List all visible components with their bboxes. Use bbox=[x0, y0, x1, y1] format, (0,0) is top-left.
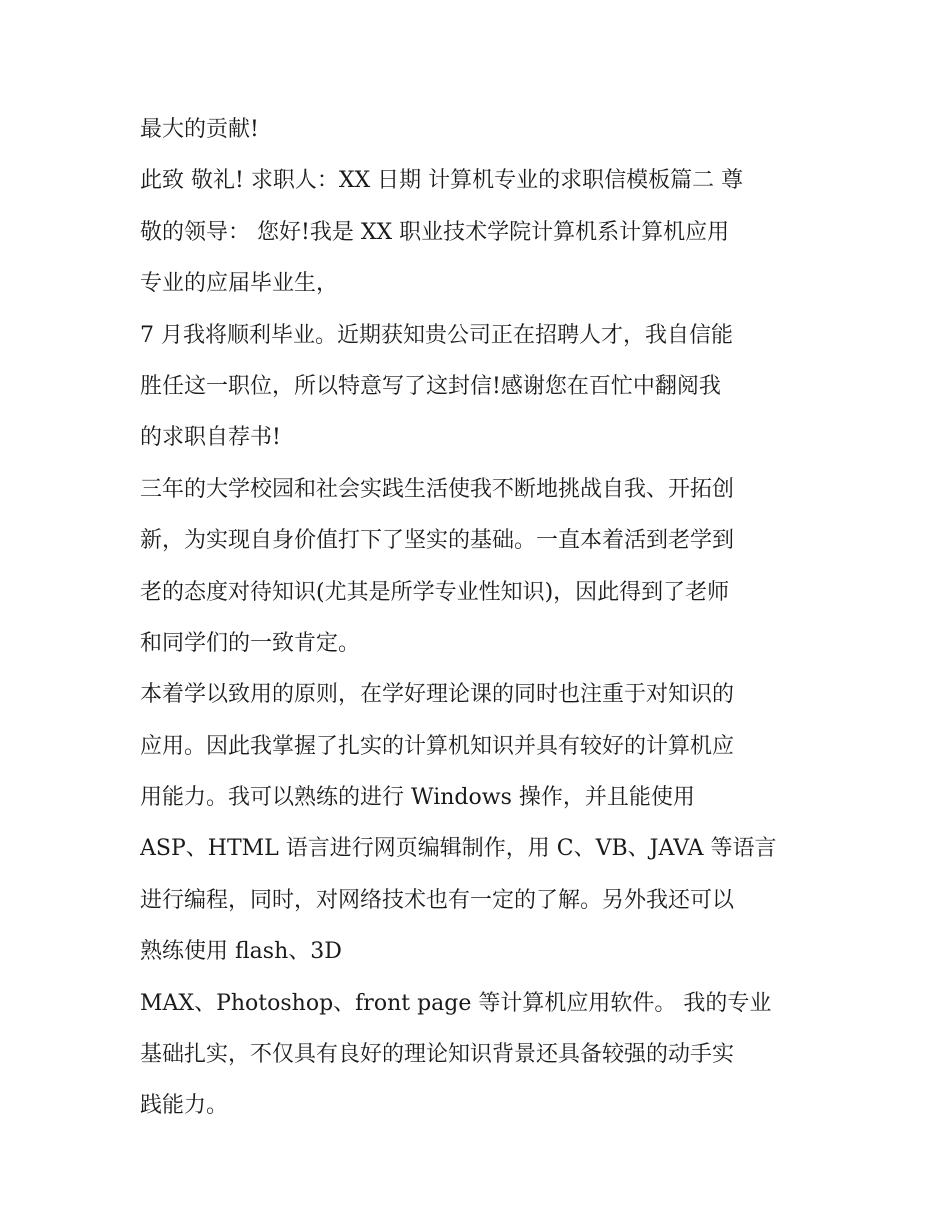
text-line-20: 践能力。 bbox=[140, 1093, 229, 1119]
text-line-7: 的求职自荐书! bbox=[140, 425, 281, 451]
text-line-10: 老的态度对待知识(尤其是所学专业性知识)，因此得到了老师 bbox=[140, 579, 730, 605]
text-line-15: ASP、HTML 语言进行网页编辑制作，用 C、VB、JAVA 等语言 bbox=[140, 836, 777, 862]
text-line-3: 敬的领导： 您好!我是 XX 职业技术学院计算机系计算机应用 bbox=[140, 219, 730, 245]
text-line-8: 三年的大学校园和社会实践生活使我不断地挑战自我、开拓创 bbox=[140, 476, 735, 502]
text-line-6: 胜任这一职位，所以特意写了这封信!感谢您在百忙中翻阅我 bbox=[140, 373, 721, 399]
text-line-13: 应用。因此我掌握了扎实的计算机知识并具有较好的计算机应 bbox=[140, 733, 735, 759]
text-line-11: 和同学们的一致肯定。 bbox=[140, 630, 361, 656]
text-line-9: 新，为实现自身价值打下了坚实的基础。一直本着活到老学到 bbox=[140, 528, 735, 554]
text-line-1: 最大的贡献! bbox=[140, 117, 259, 142]
document-body bbox=[140, 104, 820, 1132]
text-line-17: 熟练使用 flash、3D bbox=[140, 939, 342, 965]
text-line-18: MAX、Photoshop、front page 等计算机应用软件。 我的专业 bbox=[140, 990, 772, 1016]
text-line-19: 基础扎实，不仅具有良好的理论知识背景还具备较强的动手实 bbox=[140, 1042, 735, 1068]
text-line-14: 用能力。我可以熟练的进行 Windows 操作，并且能使用 bbox=[140, 785, 695, 811]
text-line-2: 此致 敬礼! 求职人：XX 日期 计算机专业的求职信模板篇二 尊 bbox=[140, 168, 744, 194]
text-line-4: 专业的应届毕业生， bbox=[140, 271, 339, 297]
text-line-5: 7 月我将顺利毕业。近期获知贵公司正在招聘人才，我自信能 bbox=[140, 322, 733, 348]
text-line-12: 本着学以致用的原则，在学好理论课的同时也注重于对知识的 bbox=[140, 682, 735, 708]
text-line-16: 进行编程，同时，对网络技术也有一定的了解。另外我还可以 bbox=[140, 887, 735, 913]
